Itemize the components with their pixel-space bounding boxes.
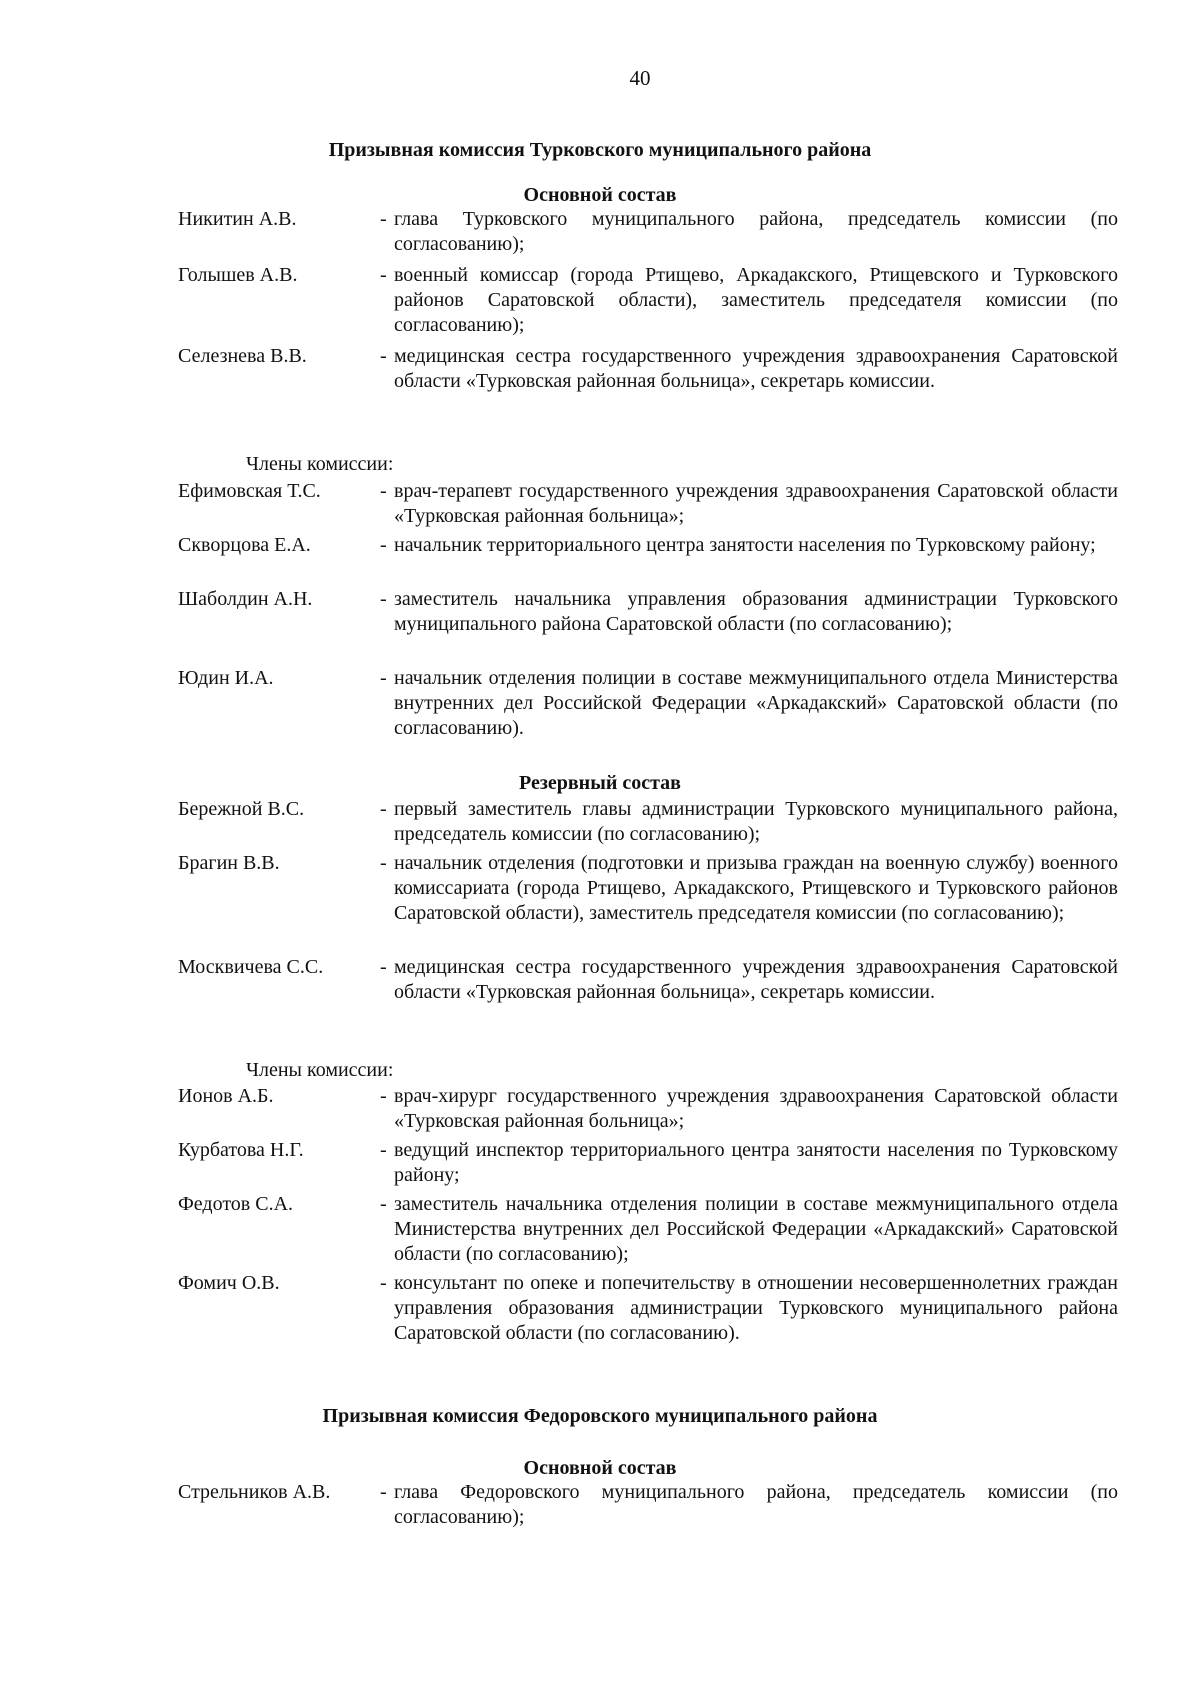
member-role: первый заместитель главы администрации Турковского муниципального района, председатель комиссии (по согласованию); xyxy=(394,798,1118,845)
member-name: Москвичева С.С. xyxy=(178,956,324,978)
reserve-members-label: Члены комиссии: xyxy=(246,1059,394,1081)
member-name: Фомич О.В. xyxy=(178,1272,280,1294)
list-item xyxy=(0,955,1200,1030)
list-item xyxy=(0,263,1200,338)
list-item xyxy=(0,1480,1200,1530)
fedorovsky-main-heading: Основной состав xyxy=(523,1457,677,1479)
member-role: начальник отделения полиции в составе межмуниципального отдела Министерства внутренних дел Российской Федерации «Аркадакский» Саратовской области (по согласованию). xyxy=(394,667,1118,739)
list-item xyxy=(0,1192,1200,1267)
dash: - xyxy=(380,667,387,689)
list-item xyxy=(0,344,1200,419)
member-role: глава Федоровского муниципального района, председатель комиссии (по согласованию); xyxy=(394,1481,1118,1528)
member-name: Скворцова Е.А. xyxy=(178,534,311,556)
member-role: начальник отделения (подготовки и призыва граждан на военную службу) военного комиссариата (города Ртищево, Аркадакского, Ртищевского и Турковского районов Саратовской области), заместитель председателя комиссии (по согласованию); xyxy=(394,852,1118,924)
member-role: врач-терапевт государственного учреждения здравоохранения Саратовской области «Турковская районная больница»; xyxy=(394,480,1118,527)
dash: - xyxy=(380,264,387,286)
member-role: глава Турковского муниципального района, председатель комиссии (по согласованию); xyxy=(394,208,1118,255)
member-name: Никитин А.В. xyxy=(178,208,297,230)
dash: - xyxy=(380,798,387,820)
commission-title-fedorovsky: Призывная комиссия Федоровского муниципального района xyxy=(322,1405,878,1427)
member-name: Ефимовская Т.С. xyxy=(178,480,321,502)
commission-title-turkovsky: Призывная комиссия Турковского муниципального района xyxy=(328,139,872,161)
member-role: военный комиссар (города Ртищево, Аркадакского, Ртищевского и Турковского районов Саратовской области), заместитель председателя комиссии (по согласованию); xyxy=(394,264,1118,336)
member-role: заместитель начальника отделения полиции в составе межмуниципального отдела Министерства внутренних дел Российской Федерации «Аркадакский» Саратовской области (по согласованию); xyxy=(394,1193,1118,1265)
main-composition-heading: Основной состав xyxy=(523,184,677,206)
list-item xyxy=(0,851,1200,951)
dash: - xyxy=(380,1481,387,1503)
members-list xyxy=(0,479,1200,741)
member-name: Шаболдин А.Н. xyxy=(178,588,313,610)
list-item xyxy=(0,1138,1200,1188)
member-role: консультант по опеке и попечительству в отношении несовершеннолетних граждан управления образования администрации Турковского муниципального района Саратовской области (по согласованию). xyxy=(394,1272,1118,1344)
list-item xyxy=(0,587,1200,662)
member-name: Голышев А.В. xyxy=(178,264,298,286)
member-role: ведущий инспектор территориального центра занятости населения по Турковскому району; xyxy=(394,1139,1118,1186)
list-item xyxy=(0,1271,1200,1371)
page-number: 40 xyxy=(629,66,651,90)
reserve-composition-list xyxy=(0,797,1200,1030)
list-item xyxy=(0,533,1200,583)
dash: - xyxy=(380,345,387,367)
dash: - xyxy=(380,480,387,502)
list-item xyxy=(0,666,1200,741)
member-role: медицинская сестра государственного учреждения здравоохранения Саратовской области «Турковская районная больница», секретарь комиссии. xyxy=(394,956,1118,1003)
dash: - xyxy=(380,534,387,556)
reserve-composition-heading: Резервный состав xyxy=(519,772,681,794)
dash: - xyxy=(380,588,387,610)
members-label: Члены комиссии: xyxy=(246,453,394,475)
member-name: Бережной В.С. xyxy=(178,798,305,820)
member-name: Федотов С.А. xyxy=(178,1193,294,1215)
member-name: Ионов А.Б. xyxy=(178,1085,274,1107)
list-item xyxy=(0,207,1200,257)
dash: - xyxy=(380,852,387,874)
member-name: Курбатова Н.Г. xyxy=(178,1139,304,1161)
dash: - xyxy=(380,1193,387,1215)
dash: - xyxy=(380,1085,387,1107)
member-name: Стрельников А.В. xyxy=(178,1481,331,1503)
reserve-members-list xyxy=(0,1084,1200,1371)
member-name: Брагин В.В. xyxy=(178,852,280,874)
member-role: начальник территориального центра занятости населения по Турковскому району; xyxy=(394,534,1096,556)
dash: - xyxy=(380,956,387,978)
dash: - xyxy=(380,208,387,230)
member-name: Селезнева В.В. xyxy=(178,345,307,367)
fedorovsky-main-list xyxy=(0,1480,1200,1530)
member-name: Юдин И.А. xyxy=(178,667,274,689)
member-role: медицинская сестра государственного учреждения здравоохранения Саратовской области «Турковская районная больница», секретарь комиссии. xyxy=(394,345,1118,392)
member-role: врач-хирург государственного учреждения здравоохранения Саратовской области «Турковская районная больница»; xyxy=(394,1085,1118,1132)
main-composition-list xyxy=(0,207,1200,419)
list-item xyxy=(0,1084,1200,1134)
list-item xyxy=(0,797,1200,847)
member-role: заместитель начальника управления образования администрации Турковского муниципального района Саратовской области (по согласованию); xyxy=(394,588,1118,635)
list-item xyxy=(0,479,1200,529)
dash: - xyxy=(380,1272,387,1294)
dash: - xyxy=(380,1139,387,1161)
